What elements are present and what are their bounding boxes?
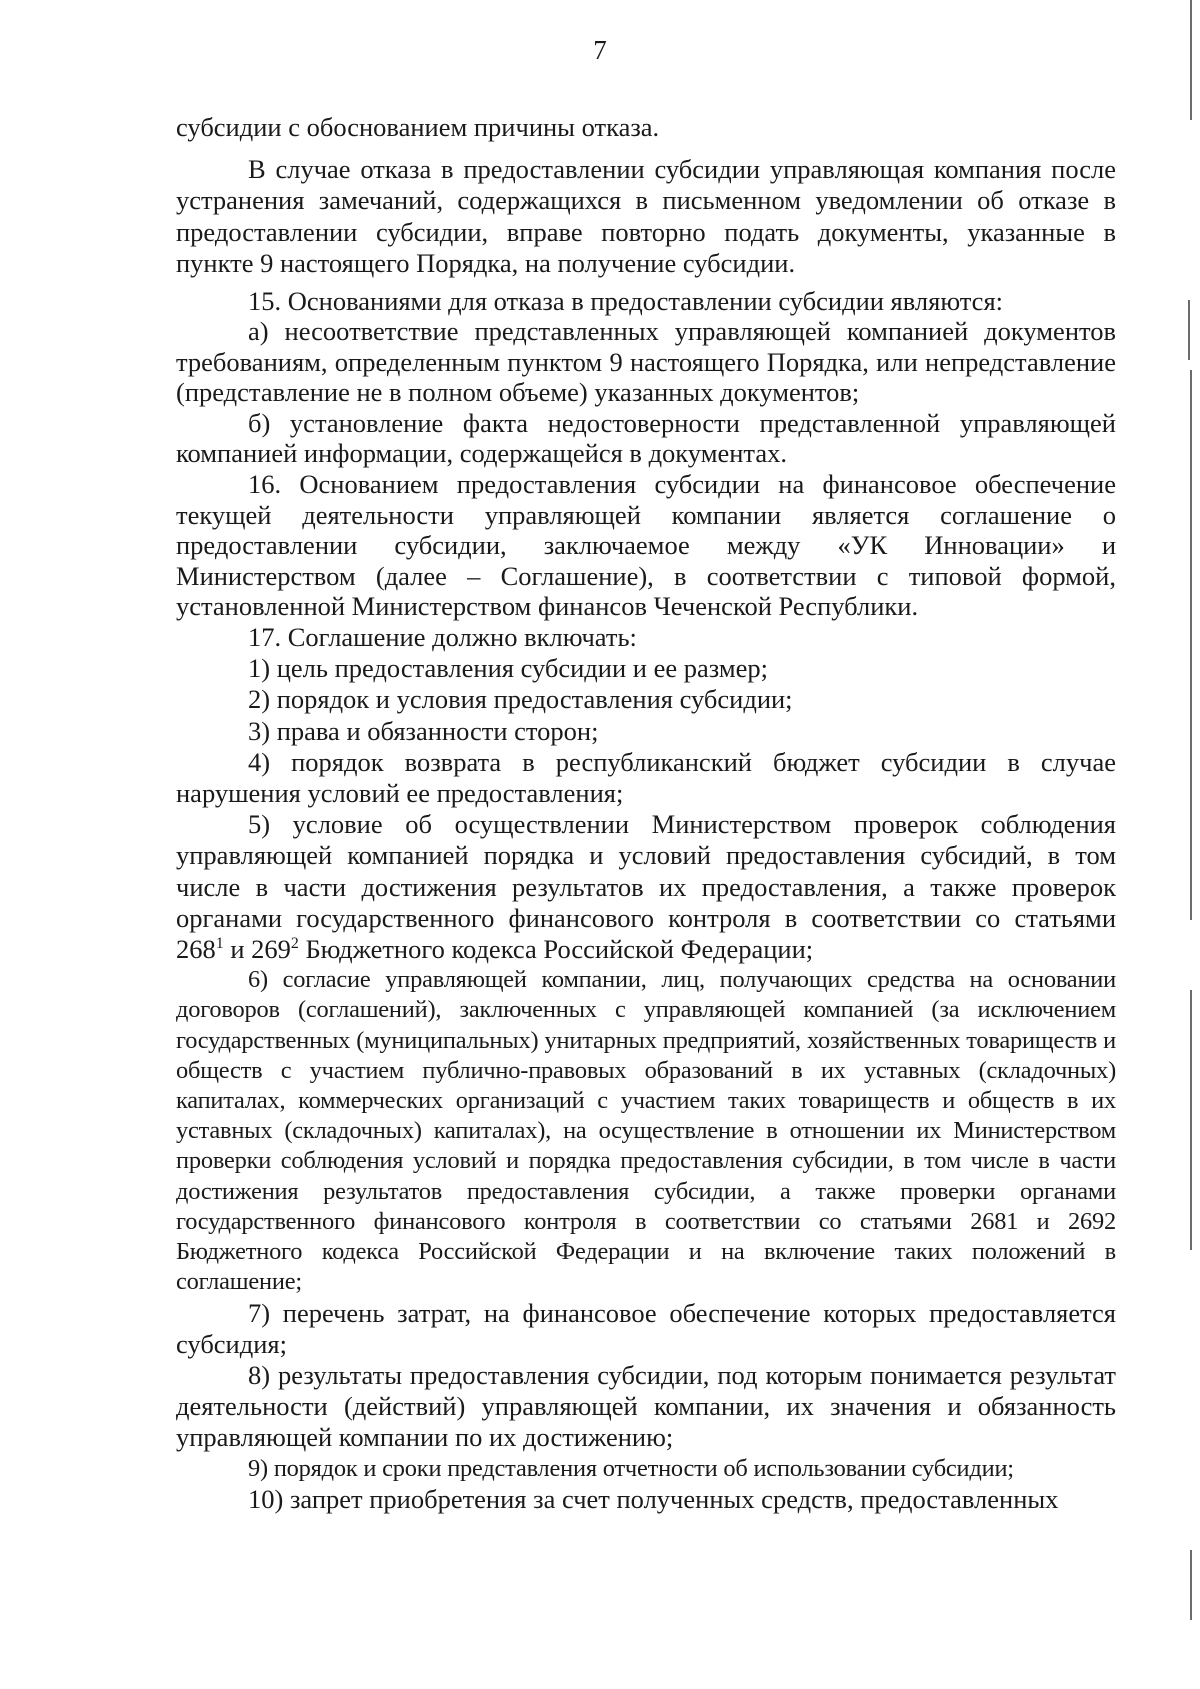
list-item-7: 7) перечень затрат, на финансовое обеспечение которых предоставляется субсидия; xyxy=(176,1297,1116,1359)
list-item-5-text-a: 5) условие об осуществлении Министерством проверок соблюдения управляющей компанией порядка и условий предоставления субсидий, в том числе в части достижения результатов их предоставления, а также проверок органами государственного финансового контроля в соответствии со статьями 268 xyxy=(176,809,1116,965)
list-item-8: 8) результаты предоставления субсидии, под которым понимается результат деятельности (действий) управляющей компании, их значения и обязанность управляющей компании по их достижению; xyxy=(176,1359,1116,1453)
list-item-4: 4) порядок возврата в республиканский бюджет субсидии в случае нарушения условий ее предоставления; xyxy=(176,746,1116,809)
list-item-2: 2) порядок и условия предоставления субсидии; xyxy=(248,684,793,715)
scan-edge-mark xyxy=(1190,370,1192,920)
document-body xyxy=(176,112,1116,1515)
list-item-3: 3) права и обязанности сторон; xyxy=(248,715,599,746)
list-item-5-text-b: и 269 xyxy=(223,934,291,965)
list-item-5 xyxy=(176,809,1116,965)
list-item-6: 6) согласие управляющей компании, лиц, получающих средства на основании договоров (соглашений), заключенных с управляющей компанией (за исключением государственных (муниципальных) унитарных предприятий, хозяйственных товариществ и обществ с участием публично-правовых образований в их уставных (складочных) капиталах, коммерческих организаций с участием таких товариществ и обществ в их уставных (складочных) капиталах), на осуществление в отношении их Министерством проверки соблюдения условий и порядка предоставления субсидии, в том числе в части достижения результатов предоставления субсидии, а также проверки органами государственного финансового контроля в соответствии со статьями 2681 и 2692 Бюджетного кодекса Российской Федерации и на включение таких положений в соглашение; xyxy=(176,966,1116,1296)
scan-edge-mark xyxy=(1190,0,1192,120)
scan-edge-mark xyxy=(1190,1550,1192,1620)
superscript-2: 2 xyxy=(290,935,299,953)
paragraph-continuation: субсидии с обоснованием причины отказа. xyxy=(176,112,660,142)
list-item-9: 9) порядок и сроки представления отчетности об использовании субсидии; xyxy=(248,1454,1014,1482)
paragraph-refusal-resubmission: В случае отказа в предоставлении субсидии управляющая компания после устранения замечаний, содержащихся в письменном уведомлении об отказе в предоставлении субсидии, вправе повторно подать документы, указанные в пункте 9 настоящего Порядка, на получение субсидии. xyxy=(176,153,1116,278)
scan-edge-mark xyxy=(1188,300,1190,360)
list-item-10: 10) запрет приобретения за счет полученных средств, предоставленных xyxy=(248,1483,1059,1514)
paragraph-item-15: 15. Основаниями для отказа в предоставлении субсидии являются: xyxy=(248,285,1003,316)
superscript-1: 1 xyxy=(215,935,224,953)
scan-edge-mark xyxy=(1190,990,1192,1250)
paragraph-item-15b: б) установление факта недостоверности представленной управляющей компанией информации, содержащейся в документах. xyxy=(176,407,1116,469)
paragraph-item-17: 17. Соглашение должно включать: xyxy=(248,622,637,653)
list-item-5-text-c: Бюджетного кодекса Российской Федерации; xyxy=(298,934,814,965)
paragraph-item-15a: а) несоответствие представленных управляющей компанией документов требованиям, определенным пунктом 9 настоящего Порядка, или непредставление (представление не в полном объеме) указанных документов; xyxy=(176,316,1116,408)
page-number: 7 xyxy=(593,35,607,65)
paragraph-item-16: 16. Основанием предоставления субсидии на финансовое обеспечение текущей деятельности управляющей компании является соглашение о предоставлении субсидии, заключаемое между «УК Инновации» и Министерством (далее – Соглашение), в соответствии с типовой формой, установленной Министерством финансов Чеченской Республики. xyxy=(176,469,1116,622)
list-item-1: 1) цель предоставления субсидии и ее размер; xyxy=(248,653,768,684)
